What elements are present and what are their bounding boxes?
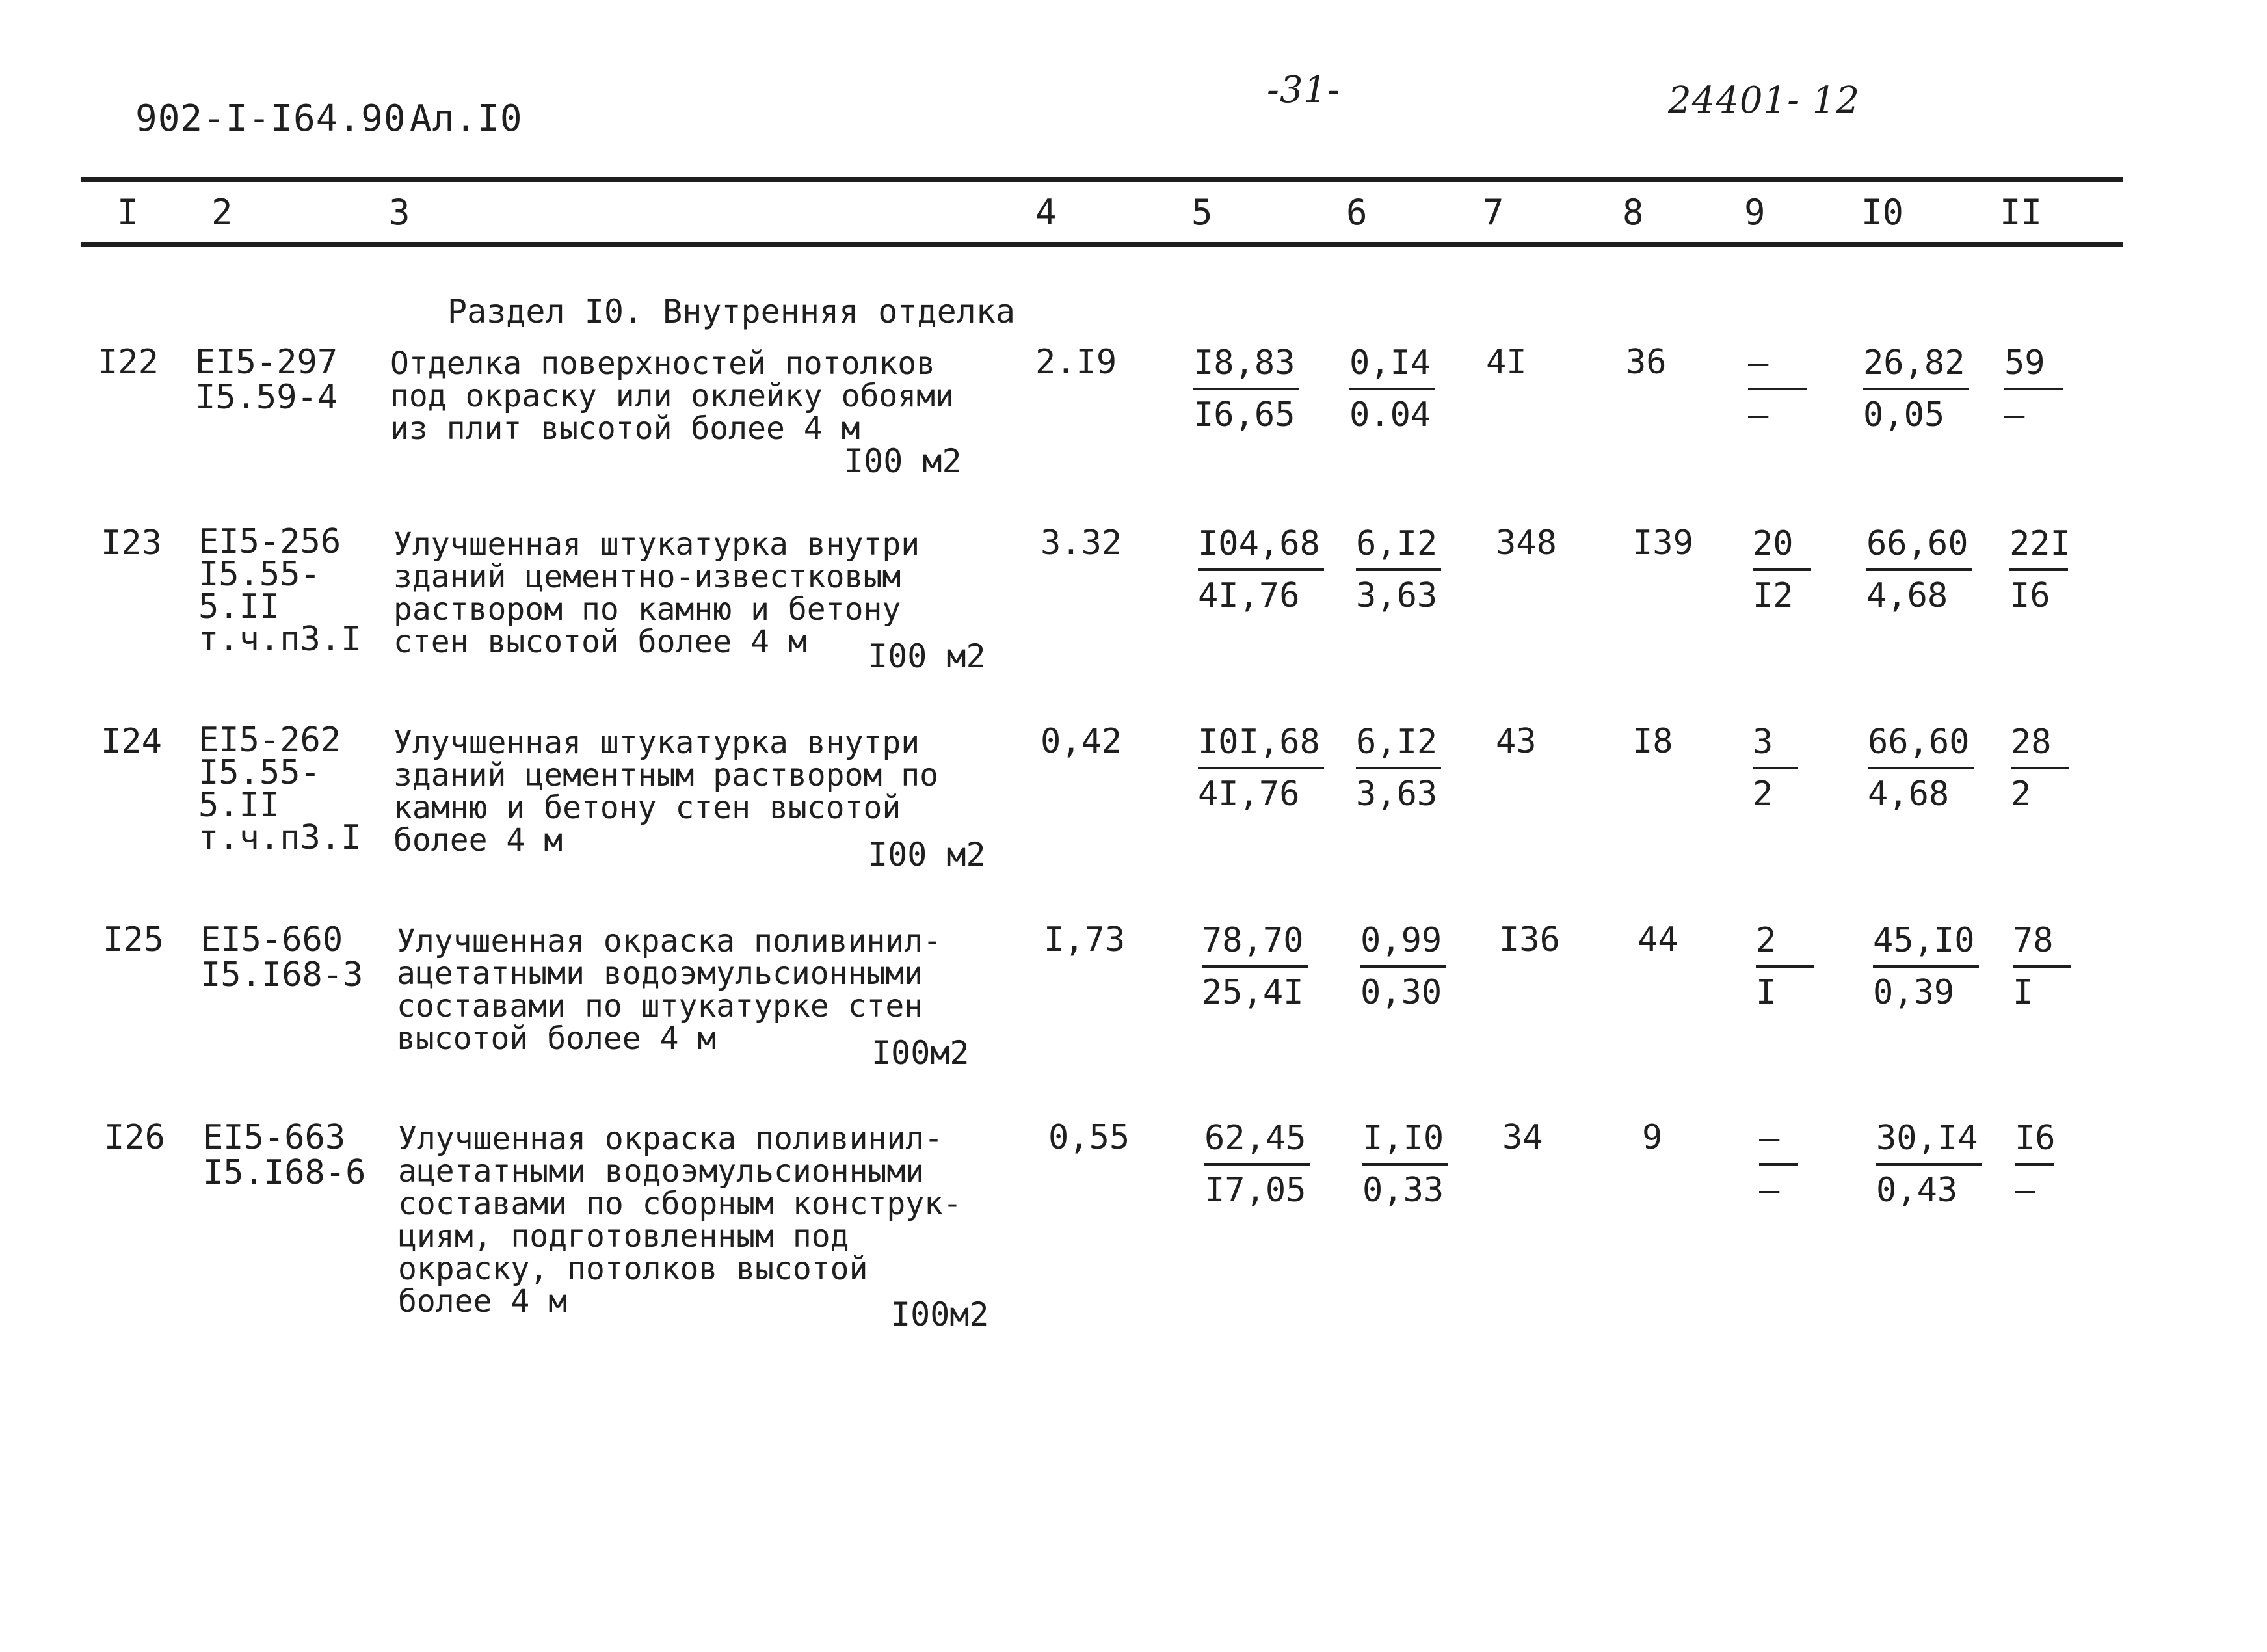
col8-value: 36 [1626,343,1667,382]
unit-label: I00 м2 [844,442,962,480]
col10-value: $\frac{30,I4}{0,43}$ [1876,1113,1982,1215]
col5-value: $\frac{I04,68}{4I,76}$ [1198,519,1324,620]
table-row [0,721,2267,919]
col8-value: 9 [1642,1118,1663,1157]
col6-value: $\frac{I,I0}{0,33}$ [1362,1113,1448,1215]
unit-label: I00м2 [891,1296,989,1333]
norm-code: EI5-297 I5.59-4 [195,343,338,417]
quantity: 0,42 [1041,722,1122,761]
work-description: Улучшенная окраска поливинил- ацетатными водоэмульсионными составами по сборным конструк- циям, подготовленным под окраску, потолков высотой более 4 м [398,1121,962,1320]
col11-value: $\frac{28}{2}$ [2011,717,2069,819]
column-header-4: 4 [1035,192,1057,233]
col11-value: $\frac{78}{I}$ [2013,916,2071,1017]
column-header-5: 5 [1191,192,1213,233]
col7-value: 34 [1502,1118,1543,1157]
col7-value: 43 [1496,722,1537,761]
doc-code: 902-I-I64.90 [135,98,406,140]
column-header-6: 6 [1346,192,1368,233]
column-header-1: I [117,192,139,233]
column-header-11: II [2000,192,2043,233]
work-description: Улучшенная окраска поливинил- ацетатными водоэмульсионными составами по штукатурке стен высотой более 4 м [397,923,942,1057]
col10-value: $\frac{66,60}{4,68}$ [1866,519,1972,620]
col5-value: $\frac{I0I,68}{4I,76}$ [1198,717,1324,819]
col8-value: 44 [1637,920,1678,959]
work-description: Улучшенная штукатурка внутри зданий цементно-известковым раствором по камню и бетону стен высотой более 4 м [393,526,920,660]
col9-value: $\frac{3}{2}$ [1753,717,1798,819]
col7-value: 348 [1496,524,1557,563]
table-top-rule [81,177,2123,182]
column-header-9: 9 [1744,192,1766,233]
norm-code: EI5-663 I5.I68-6 [203,1118,366,1192]
table-row [0,922,2267,1117]
work-description: Улучшенная штукатурка внутри зданий цементным раствором по камню и бетону стен высотой более 4 м [393,725,939,859]
row-number: I25 [103,920,164,959]
col9-value: $\frac{2}{I}$ [1756,916,1814,1017]
row-number: I26 [104,1118,165,1157]
column-header-7: 7 [1483,192,1504,233]
table-row [0,1120,2267,1354]
quantity: 3.32 [1041,524,1122,563]
norm-code: EI5-262 I5.55- 5.II т.ч.п3.I [198,721,362,857]
row-number: I23 [101,524,162,563]
col11-value: $\frac{22I}{I6}$ [2009,519,2068,620]
col9-value: $\frac{20}{I2}$ [1753,519,1811,620]
norm-code: EI5-256 I5.55- 5.II т.ч.п3.I [198,522,362,659]
work-description: Отделка поверхностей потолков под окраску или оклейку обоями из плит высотой более 4 м [390,345,954,447]
table-row [0,345,2267,540]
sheet-label: Ал.I0 [410,98,523,140]
col6-value: $\frac{0,I4}{0.04}$ [1349,338,1435,440]
quantity: I,73 [1044,920,1126,959]
col5-value: $\frac{78,70}{25,4I}$ [1202,916,1308,1017]
column-header-8: 8 [1623,192,1644,233]
col5-value: $\frac{I8,83}{I6,65}$ [1193,338,1299,440]
quantity: 2.I9 [1035,343,1117,382]
col8-value: I39 [1632,524,1693,563]
column-header-3: 3 [389,192,410,233]
table-row [0,522,2267,721]
quantity: 0,55 [1048,1118,1130,1157]
col11-value: 59 – [2004,338,2063,440]
unit-label: I00 м2 [868,637,986,675]
col10-value: $\frac{26,82}{0,05}$ [1863,338,1969,440]
unit-label: I00м2 [871,1034,970,1072]
col10-value: $\frac{45,I0}{0,39}$ [1873,916,1979,1017]
row-number: I24 [101,722,162,761]
page-number: -31- [1267,69,1341,111]
col9-value: – – [1748,338,1807,440]
column-header-2: 2 [211,192,233,233]
col6-value: $\frac{6,I2}{3,63}$ [1356,717,1441,819]
row-number: I22 [98,343,159,382]
col11-value: I6 – [2015,1113,2054,1215]
table-header-rule [81,242,2123,247]
col7-value: I36 [1499,920,1560,959]
col6-value: $\frac{6,I2}{3,63}$ [1356,519,1441,620]
col6-value: $\frac{0,99}{0,30}$ [1360,916,1446,1017]
col10-value: $\frac{66,60}{4,68}$ [1868,717,1974,819]
col5-value: $\frac{62,45}{I7,05}$ [1204,1113,1310,1215]
norm-code: EI5-660 I5.I68-3 [200,920,364,994]
archive-number: 24401- 12 [1668,79,1861,122]
column-header-10: I0 [1861,192,1904,233]
col9-value: – – [1759,1113,1798,1215]
col7-value: 4I [1486,343,1527,382]
section-title: Раздел I0. Внутренняя отделка [447,293,1015,330]
unit-label: I00 м2 [868,836,986,873]
col8-value: I8 [1632,722,1673,761]
